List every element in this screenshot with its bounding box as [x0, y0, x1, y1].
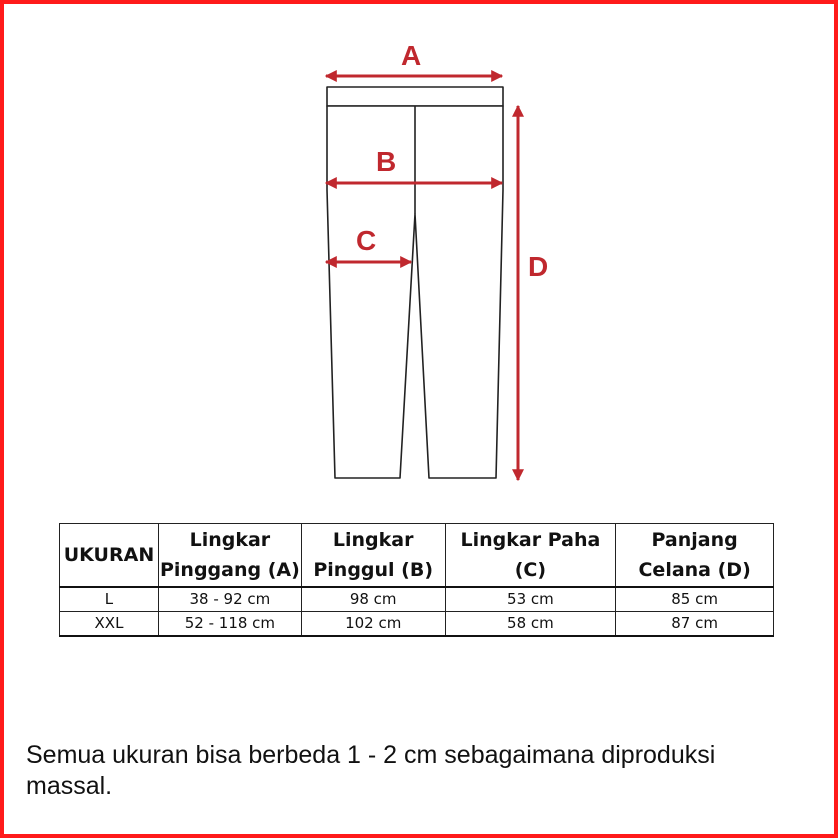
cell-size: XXL	[60, 612, 159, 637]
header-panjang-celana	[616, 524, 774, 588]
cell-thigh: 58 cm	[445, 612, 616, 637]
header-lingkar-pinggul	[301, 524, 445, 588]
header-ukuran	[60, 524, 159, 588]
cell-size: L	[60, 587, 159, 612]
header-line: UKURAN	[63, 544, 155, 566]
header-line: Celana (D)	[638, 559, 751, 581]
cell-hip: 98 cm	[301, 587, 445, 612]
label-c: C	[356, 225, 377, 256]
label-b: B	[376, 146, 397, 177]
header-line: Lingkar	[189, 529, 271, 551]
header-line: Pinggang (A)	[159, 559, 300, 581]
cell-hip: 102 cm	[301, 612, 445, 637]
header-line: Lingkar	[332, 529, 414, 551]
cell-waist: 38 - 92 cm	[158, 587, 301, 612]
label-d: D	[528, 251, 549, 282]
size-chart-table	[59, 523, 774, 637]
size-note: Semua ukuran bisa berbeda 1 - 2 cm sebagaimana diproduksi massal.	[26, 741, 716, 800]
header-line: Panjang	[651, 529, 738, 551]
waistband	[327, 87, 503, 106]
table-row	[60, 612, 774, 637]
cell-length: 85 cm	[616, 587, 774, 612]
cell-thigh: 53 cm	[445, 587, 616, 612]
header-line: (C)	[514, 559, 547, 581]
table-row	[60, 587, 774, 612]
header-line: Lingkar Paha	[460, 529, 601, 551]
label-a: A	[401, 40, 422, 71]
header-lingkar-pinggang	[158, 524, 301, 588]
pants-outline	[327, 87, 503, 478]
header-line: Pinggul (B)	[313, 559, 434, 581]
header-lingkar-paha	[445, 524, 616, 588]
cell-waist: 52 - 118 cm	[158, 612, 301, 637]
table-header-row	[60, 524, 774, 588]
cell-length: 87 cm	[616, 612, 774, 637]
